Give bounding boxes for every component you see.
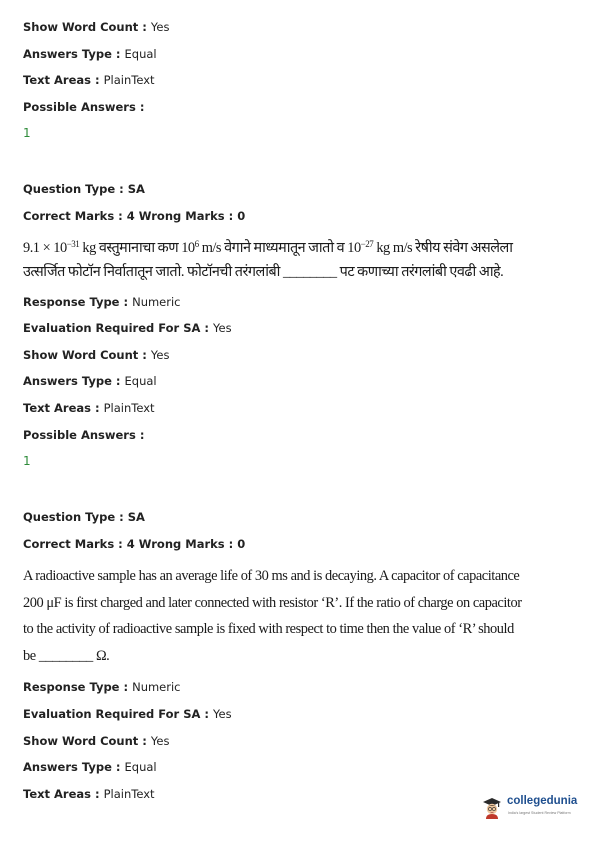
question-text-line: be ________ Ω. <box>23 647 110 664</box>
field-label: Evaluation Required For SA : <box>23 706 214 721</box>
response-type-row <box>23 680 463 694</box>
field-value: Numeric <box>132 680 181 695</box>
question-text-line: to the activity of radioactive sample is fixed with respect to time then the value of ‘R’ should <box>23 621 514 638</box>
logo-wordmark: collegedunia <box>507 795 578 807</box>
field-label: Response Type : <box>23 294 133 309</box>
question-text <box>23 563 522 669</box>
exponent: −27 <box>360 238 374 249</box>
field-value: Numeric <box>132 294 181 309</box>
field-label: Response Type : <box>23 680 133 695</box>
document-page <box>23 20 522 813</box>
text-areas-row <box>23 73 463 87</box>
evaluation-required-row <box>23 707 463 721</box>
show-word-count-row <box>23 20 463 34</box>
field-value: PlainText <box>103 73 155 88</box>
possible-answer-value: 1 <box>23 454 31 469</box>
question-text-fragment: kg m/s रेषीय संवेग असलेला <box>373 239 513 256</box>
question-type: Question Type : SA <box>23 182 145 197</box>
question-text-line: 200 μF is first charged and later connected with resistor ‘R’. If the ratio of charge on capacitor <box>23 594 522 611</box>
answers-type-row <box>23 47 463 61</box>
field-label: Possible Answers : <box>23 427 145 442</box>
section-gap <box>23 142 463 182</box>
student-mascot-icon <box>480 795 504 819</box>
question-type: Question Type : SA <box>23 510 145 525</box>
question-text-line: A radioactive sample has an average life of 30 ms and is decaying. A capacitor of capacitance <box>23 568 520 585</box>
field-label: Text Areas : <box>23 73 104 88</box>
question-text-fragment: 9.1 × 10 <box>23 239 67 256</box>
answers-type-row <box>23 374 463 388</box>
evaluation-required-row <box>23 321 463 335</box>
field-value: Yes <box>213 321 232 336</box>
text-areas-row <box>23 401 463 415</box>
field-value: PlainText <box>103 400 155 415</box>
answers-type-row <box>23 760 463 774</box>
section-gap <box>23 470 463 510</box>
field-label: Text Areas : <box>23 400 104 415</box>
question-text-fragment: kg वस्तुमानाचा कण 10 <box>79 239 195 256</box>
possible-answers-row <box>23 428 463 442</box>
question-marks: Correct Marks : 4 Wrong Marks : 0 <box>23 536 246 551</box>
field-value: Equal <box>124 46 157 61</box>
field-value: Yes <box>150 733 170 748</box>
field-label: Show Word Count : <box>23 20 151 34</box>
field-value: Yes <box>150 347 170 362</box>
field-label: Answers Type : <box>23 760 125 775</box>
field-value: Yes <box>213 706 232 721</box>
text-areas-row <box>23 787 463 801</box>
collegedunia-logo <box>480 793 580 825</box>
exponent: 6 <box>194 238 199 249</box>
field-label: Text Areas : <box>23 786 104 801</box>
logo-tagline: India's largest Student Review Platform <box>508 811 571 815</box>
question-text <box>23 236 513 284</box>
response-type-row <box>23 295 463 309</box>
possible-answer-value: 1 <box>23 126 31 141</box>
field-label: Possible Answers : <box>23 99 145 114</box>
question-text-line: उत्सर्जित फोटॉन निर्वातातून जातो. फोटॉनची तरंगलांबी ________ पट कणाच्या तरंगलांबी एवढी आहे. <box>23 263 504 280</box>
show-word-count-row <box>23 734 463 748</box>
field-label: Answers Type : <box>23 46 125 61</box>
field-label: Show Word Count : <box>23 347 151 362</box>
field-label: Show Word Count : <box>23 733 151 748</box>
exponent: −31 <box>66 238 80 249</box>
field-value: Equal <box>124 374 157 389</box>
question-text-fragment: m/s वेगाने माध्यमातून जातो व 10 <box>198 239 361 256</box>
show-word-count-row <box>23 348 463 362</box>
field-label: Evaluation Required For SA : <box>23 321 214 336</box>
field-value: Equal <box>124 760 157 775</box>
possible-answers-row <box>23 100 463 114</box>
field-value: PlainText <box>103 786 155 801</box>
question-marks: Correct Marks : 4 Wrong Marks : 0 <box>23 208 246 223</box>
field-value: Yes <box>150 20 170 34</box>
question-text-line <box>23 236 513 260</box>
field-label: Answers Type : <box>23 374 125 389</box>
